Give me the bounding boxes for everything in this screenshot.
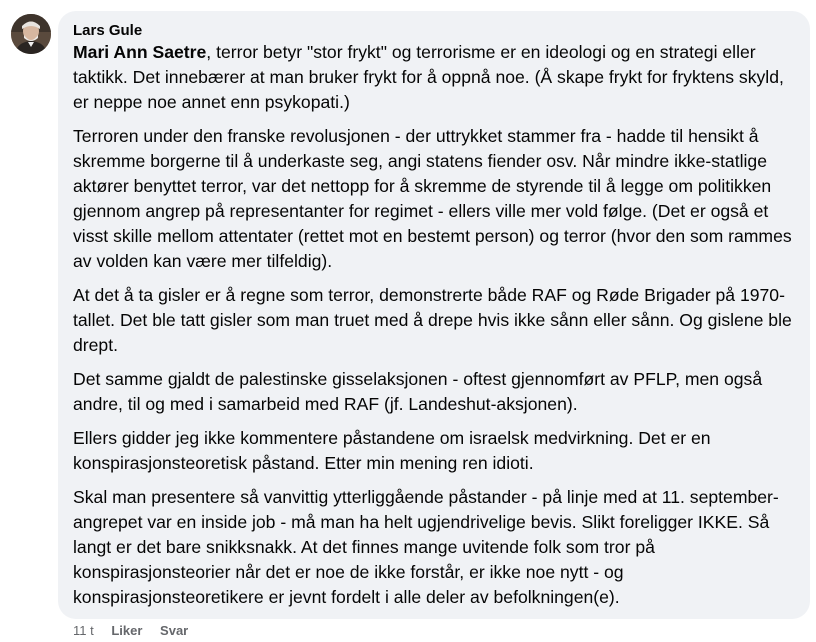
comment-paragraph: Ellers gidder jeg ikke kommentere påstandene om israelsk medvirkning. Det er en konspirasjonsteoretisk påstand. Etter min mening ren idioti. <box>73 428 711 473</box>
reply-button[interactable]: Svar <box>160 623 189 638</box>
comment-paragraph: At det å ta gisler er å regne som terror, demonstrerte både RAF og Røde Brigader på 1970-tallet. Det ble tatt gisler som man truet med å drepe hvis ikke sånn eller sånn. Og gislene ble drept. <box>73 285 792 355</box>
comment-paragraph <box>73 40 796 115</box>
comment-timestamp[interactable]: 11 t <box>73 623 94 638</box>
comment-actions <box>73 622 202 640</box>
comment-paragraph: Terroren under den franske revolusjonen - der uttrykket stammer fra - hadde til hensikt å skremme borgerne til å underkaste seg, angi statens fiender osv. Når mindre ikke-statlige aktører benyttet terror, var det nettopp for å skremme de styrende til å legge om politikken gjennom angrep på representanter for regimet - ellers ville mer vold følge. (Det er også et visst skille mellom attentater (rettet mot en bestemt person) og terror (hvor den som rammes av volden kan være mer tilfeldig). <box>73 126 792 271</box>
comment-author[interactable]: Lars Gule <box>73 22 143 39</box>
comment-paragraph: Det samme gjaldt de palestinske gisselaksjonen - oftest gjennomført av PFLP, men også andre, til og med i samarbeid med RAF (jf. Landeshut-aksjonen). <box>73 369 763 414</box>
mention-link[interactable]: Mari Ann Saetre <box>73 42 207 62</box>
comment-bubble <box>58 11 810 619</box>
comment-paragraph: Skal man presentere så vanvittig ytterliggående påstander - på linje med at 11. september-angrepet var en inside job - må man ha helt ugjendrivelige bevis. Slikt foreligger IKKE. Så langt er det bare snikksnakk. At det finnes mange uvitende folk som tror på konspirasjonsteorier når det er noe de ikke forstår, er ikke noe nytt - og konspirasjonsteoretikere er jevnt fordelt i alle deler av befolkningen(e). <box>73 487 779 607</box>
avatar[interactable] <box>11 14 51 54</box>
paragraph-text: , terror betyr "stor frykt" og terrorisme er en ideologi og en strategi eller taktikk. Det innebærer at man bruker frykt for å oppnå noe. (Å skape frykt for fryktens skyld, er neppe noe annet enn psykopati.) <box>73 42 784 112</box>
like-button[interactable]: Liker <box>111 623 143 638</box>
person-icon <box>11 14 51 54</box>
